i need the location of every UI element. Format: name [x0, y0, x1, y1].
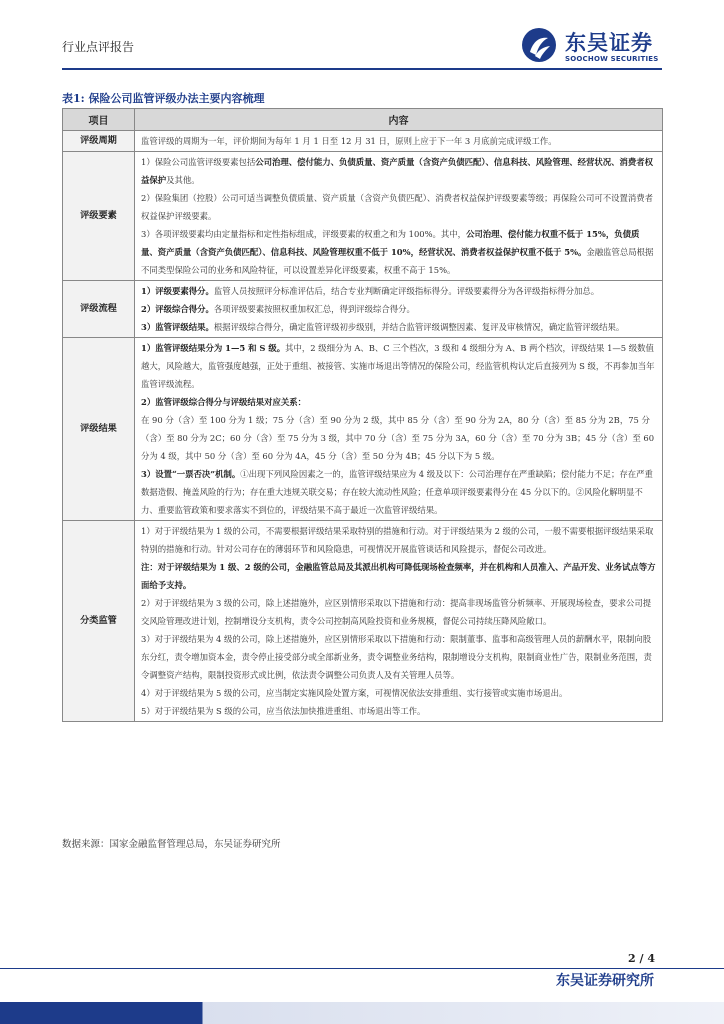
text-segment: 监管人员按照评分标准评估后，结合专业判断确定评级指标得分。评级要素得分为各评级指标得分加总。: [213, 286, 600, 296]
text-segment: 5）对于评级结果为 S 级的公司，应当依法加快推进重组、市场退出等工作。: [141, 706, 426, 716]
content-paragraph: [141, 684, 656, 702]
row-label: 评级流程: [63, 281, 135, 338]
content-paragraph: [141, 225, 656, 279]
content-paragraph: [141, 630, 656, 684]
column-header-item: 项目: [63, 109, 135, 131]
text-segment: 4）对于评级结果为 5 级的公司，应当制定实施风险处置方案，可视情况依法安排重组、实行接管或实施市场退出。: [141, 688, 568, 698]
report-type-label: 行业点评报告: [62, 40, 135, 54]
text-segment: 其中，2 级细分为 A、B、C 三个档次，3 级和 4 级细分为 A、B 两个档次，评级结果 1—5 级数值越大，风险越大，监管强度越强，正处于重组、被接管、实施市场退出等情况的保险公司，经监管机构认定后直接列为 S 级，不再参加当年监管评级流程。: [141, 343, 655, 389]
text-segment: 监管评级的周期为一年，评价期间为每年 1 月 1 日至 12 月 31 日，原则上应于下一年 3 月底前完成评级工作。: [141, 136, 557, 146]
table-row: [63, 131, 663, 152]
bold-text-segment: 1）评级要素得分。: [141, 286, 214, 296]
bold-text-segment: 3）设置“一票否决”机制。: [141, 469, 241, 479]
logo-english-name: SOOCHOW SECURITIES: [565, 55, 659, 63]
bold-text-segment: 公司治理、偿付能力、负债质量、资产质量（含资产负债匹配）、信息科技、风险管理、经营状况、消费者权益保护: [141, 157, 654, 185]
text-segment: 1）对于评级结果为 1 级的公司，不需要根据评级结果采取特别的措施和行动。对于评级结果为 2 级的公司，一般不需要根据评级结果采取特别的措施和行动。针对公司存在的薄弱环节和风险隐患，可视情况开展监管谈话和风险提示，督促公司改进。: [141, 526, 654, 554]
institute-name: 东吴证券研究所: [556, 973, 654, 989]
row-content: [135, 338, 663, 521]
table-title: 表1: 保险公司监管评级办法主要内容梳理: [62, 92, 265, 105]
text-segment: 2）保险集团（控股）公司可适当调整负债质量、资产质量（含资产负债匹配）、消费者权益保护评级要素等级；再保险公司可不设置消费者权益保护评级要素。: [141, 193, 654, 221]
soochow-logo-icon: [520, 27, 558, 63]
text-segment: 3）各项评级要素均由定量指标和定性指标组成，评级要素的权重之和为 100%。其中，: [141, 229, 467, 239]
table-row: [63, 338, 663, 521]
footer-bar: [0, 1002, 724, 1024]
table-row: [63, 152, 663, 281]
text-segment: 3）对于评级结果为 4 级的公司，除上述措施外，应区别情形采取以下措施和行动：限制董事、监事和高级管理人员的薪酬水平，限制向股东分红，责令增加资本金，责令停止接受部分或全部新业务，责令调整业务结构，限制增设分支机构，限制商业性广告，限制业务范围，责令调整资产结构，限制投资形式或比例，依法责令调整公司负责人及有关管理人员等。: [141, 634, 652, 680]
content-paragraph: [141, 339, 656, 393]
table-row: [63, 281, 663, 338]
text-segment: 1）保险公司监管评级要素包括: [141, 157, 256, 167]
content-paragraph: [141, 411, 656, 465]
row-label: 评级结果: [63, 338, 135, 521]
bold-text-segment: 2）监管评级综合得分与评级结果对应关系：: [141, 397, 306, 407]
text-segment: 2）对于评级结果为 3 级的公司，除上述措施外，应区别情形采取以下措施和行动：提高非现场监管分析频率、开展现场检查，要求公司提交风险管理改进计划，控制增设分支机构，责令公司控制高风险投资和业务规模，督促公司持续压降风险敞口。: [141, 598, 652, 626]
table-row: [63, 521, 663, 722]
text-segment: 各项评级要素按照权重加权汇总，得到评级综合得分。: [213, 304, 415, 314]
page-number: 2 / 4: [628, 952, 655, 965]
header-divider: [62, 68, 662, 70]
regulatory-rating-table: [62, 108, 663, 722]
text-segment: 及其他。: [166, 175, 200, 185]
bold-text-segment: 3）监管评级结果。: [141, 322, 214, 332]
row-content: [135, 281, 663, 338]
bold-text-segment: 2）评级综合得分。: [141, 304, 214, 314]
table-header-row: [63, 109, 663, 131]
row-content: [135, 152, 663, 281]
content-paragraph: [141, 558, 656, 594]
row-label: 评级周期: [63, 131, 135, 152]
bold-text-segment: 注：对于评级结果为 1 级、2 级的公司，金融监管总局及其派出机构可降低现场检查频率，并在机构和人员准入、产品开发、业务试点等方面给予支持。: [141, 562, 656, 590]
row-content: [135, 131, 663, 152]
text-segment: 根据评级综合得分，确定监管评级初步级别，并结合监管评级调整因素、复评及审核情况，确定监管评级结果。: [213, 322, 625, 332]
data-source-note: 数据来源：国家金融监督管理总局，东吴证券研究所: [62, 839, 281, 850]
content-paragraph: [141, 132, 656, 150]
company-logo: [520, 27, 680, 67]
row-label: 分类监管: [63, 521, 135, 722]
content-paragraph: [141, 153, 656, 189]
content-paragraph: [141, 189, 656, 225]
logo-chinese-name: 东吴证券: [565, 30, 653, 55]
text-segment: ①出现下列风险因素之一的，监管评级结果应为 4 级及以下：公司治理存在严重缺陷；偿付能力不足；存在严重数据造假、掩盖风险的行为；存在重大违规关联交易；存在较大流动性风险；任意单项评级要素得分在 45 分以下的。②风险化解明显不力、重要监管政策和要求落实不到位的，评级结果不高于最近一次监管评级结果。: [141, 469, 653, 515]
content-paragraph: [141, 465, 656, 519]
content-paragraph: [141, 594, 656, 630]
text-segment: 金融监管总局根据不同类型保险公司的业务和风险特征，可以设置差异化评级要素，权重不高于 15%。: [141, 247, 654, 275]
content-paragraph: [141, 702, 656, 720]
footer-divider: [0, 968, 724, 969]
content-paragraph: [141, 282, 656, 300]
bold-text-segment: 1）监管评级结果分为 1—5 和 S 级。: [141, 343, 286, 353]
content-paragraph: [141, 393, 656, 411]
row-content: [135, 521, 663, 722]
text-segment: 在 90 分（含）至 100 分为 1 级；75 分（含）至 90 分为 2 级，其中 85 分（含）至 90 分为 2A，80 分（含）至 85 分为 2B，75 分（含）至 80 分为 2C；60 分（含）至 75 分为 3 级，其中 70 分（含）至 75 分为 3A，60 分（含）至 70 分为 3B；45 分（含）至 60 分为 4 级，其中 50 分（含）至 60 分为 4A，45 分（含）至 50 分为 4B；45 分以下为 5 级。: [141, 415, 655, 461]
bold-text-segment: 公司治理、偿付能力权重不低于 15%，负债质量、资产质量（含资产负债匹配）、信息科技、风险管理权重不低于 10%，经营状况、消费者权益保护权重不低于 5%。: [141, 229, 640, 257]
content-paragraph: [141, 318, 656, 336]
content-paragraph: [141, 300, 656, 318]
disclaimer-text: 请务必阅读正文之后的免责声明部分: [8, 987, 184, 1000]
row-label: 评级要素: [63, 152, 135, 281]
content-paragraph: [141, 522, 656, 558]
column-header-content: 内容: [135, 109, 663, 131]
